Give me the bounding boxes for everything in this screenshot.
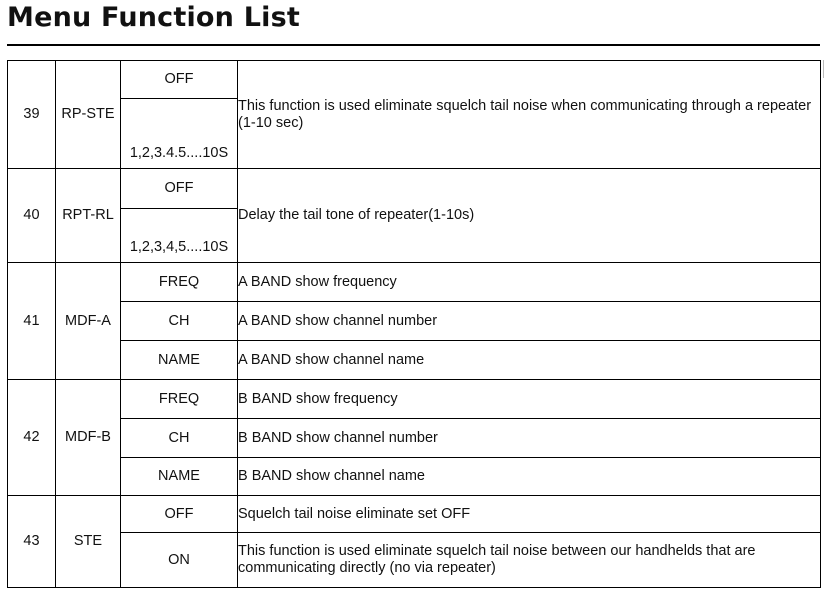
table-row: [8, 61, 821, 99]
option-value: OFF: [121, 169, 238, 209]
page-title: Menu Function List: [7, 2, 300, 33]
menu-name: MDF-A: [56, 263, 121, 380]
menu-name: RP-STE: [56, 61, 121, 169]
menu-name: MDF-B: [56, 380, 121, 496]
option-value: CH: [121, 302, 238, 341]
table-row: [8, 341, 821, 380]
title-underline: [7, 44, 820, 46]
function-description: Delay the tail tone of repeater(1-10s): [238, 169, 821, 263]
option-value: FREQ: [121, 380, 238, 419]
option-value: 1,2,3.4.5....10S: [121, 99, 238, 169]
table-row: [8, 169, 821, 209]
option-value: 1,2,3,4,5....10S: [121, 209, 238, 263]
function-description: A BAND show frequency: [238, 263, 821, 302]
table-row: [8, 458, 821, 496]
menu-number: 43: [8, 496, 56, 588]
menu-name: STE: [56, 496, 121, 588]
function-description: Squelch tail noise eliminate set OFF: [238, 496, 821, 533]
table-row: [8, 380, 821, 419]
menu-number: 40: [8, 169, 56, 263]
function-description: This function is used eliminate squelch tail noise when communicating through a repeater (1-10 sec): [238, 61, 821, 169]
table-row: [8, 496, 821, 533]
option-value: CH: [121, 419, 238, 458]
function-description: B BAND show frequency: [238, 380, 821, 419]
menu-number: 41: [8, 263, 56, 380]
menu-name: RPT-RL: [56, 169, 121, 263]
function-description: B BAND show channel number: [238, 419, 821, 458]
function-description: A BAND show channel name: [238, 341, 821, 380]
option-value: FREQ: [121, 263, 238, 302]
function-description: This function is used eliminate squelch tail noise between our handhelds that are communicating directly (no via repeater): [238, 533, 821, 588]
function-description: A BAND show channel number: [238, 302, 821, 341]
table-row: [8, 533, 821, 588]
menu-number: 39: [8, 61, 56, 169]
option-value: NAME: [121, 341, 238, 380]
table-row: [8, 419, 821, 458]
option-value: OFF: [121, 496, 238, 533]
edge-divider: [823, 60, 824, 78]
menu-number: 42: [8, 380, 56, 496]
option-value: OFF: [121, 61, 238, 99]
table-row: [8, 302, 821, 341]
table-row: [8, 263, 821, 302]
option-value: NAME: [121, 458, 238, 496]
function-description: B BAND show channel name: [238, 458, 821, 496]
option-value: ON: [121, 533, 238, 588]
menu-function-table: [7, 60, 821, 588]
